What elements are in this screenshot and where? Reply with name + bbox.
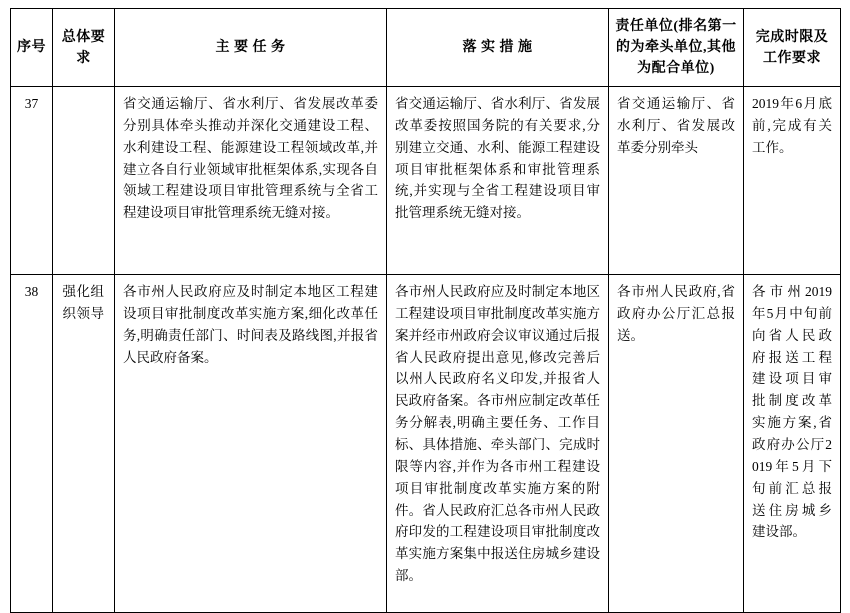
row-implementation-measures: 省交通运输厅、省水利厅、省发展改革委按照国务院的有关要求,分别建立交通、水利、能源工程建设项目审批框架体系和审批管理系统,并实现与全省工程建设项目审批管理系统无缝对接。 [387,87,609,275]
column-header-no: 序号 [11,9,53,87]
column-header-responsible-unit: 责任单位(排名第一的为牵头单位,其他为配合单位) [609,9,744,87]
table-row [11,87,841,275]
row-number: 37 [11,87,53,275]
row-overall-requirement: 强化组织领导 [53,275,115,613]
table-body [11,87,841,613]
row-responsible-unit: 省交通运输厅、省水利厅、省发展改革委分别牵头 [609,87,744,275]
column-header-implementation-measures: 落 实 措 施 [387,9,609,87]
column-header-main-task: 主 要 任 务 [115,9,387,87]
row-responsible-unit: 各市州人民政府,省政府办公厅汇总报送。 [609,275,744,613]
row-main-task: 各市州人民政府应及时制定本地区工程建设项目审批制度改革实施方案,细化改革任务,明确责任部门、时间表及路线图,并报省人民政府备案。 [115,275,387,613]
table-header [11,9,841,87]
row-deadline: 各市州2019年5月中旬前向省人民政府报送工程建设项目审批制度改革实施方案,省政府办公厅2019年5月下旬前汇总报送住房城乡建设部。 [744,275,841,613]
reform-task-table [10,8,841,613]
column-header-deadline: 完成时限及工作要求 [744,9,841,87]
row-deadline: 2019年6月底前,完成有关工作。 [744,87,841,275]
row-main-task: 省交通运输厅、省水利厅、省发展改革委分别具体牵头推动并深化交通建设工程、水利建设工程、能源建设工程领域改革,并建立各自行业领域审批框架体系,实现各自领域工程建设项目审批管理系统与全省工程建设项目审批管理系统无缝对接。 [115,87,387,275]
column-header-overall-requirement: 总体要求 [53,9,115,87]
row-overall-requirement [53,87,115,275]
table-row [11,275,841,613]
row-number: 38 [11,275,53,613]
row-implementation-measures: 各市州人民政府应及时制定本地区工程建设项目审批制度改革实施方案并经市州政府会议审议通过后报省人民政府提出意见,修改完善后以州人民政府名义印发,并报省人民政府备案。各市州应制定改革任务分解表,明确主要任务、工作目标、具体措施、牵头部门、完成时限等内容,并作为各市州工程建设项目审批制度改革实施方案的附件。省人民政府汇总各市州人民政府印发的工程建设项目审批制度改革实施方案集中报送住房城乡建设部。 [387,275,609,613]
table-header-row [11,9,841,87]
